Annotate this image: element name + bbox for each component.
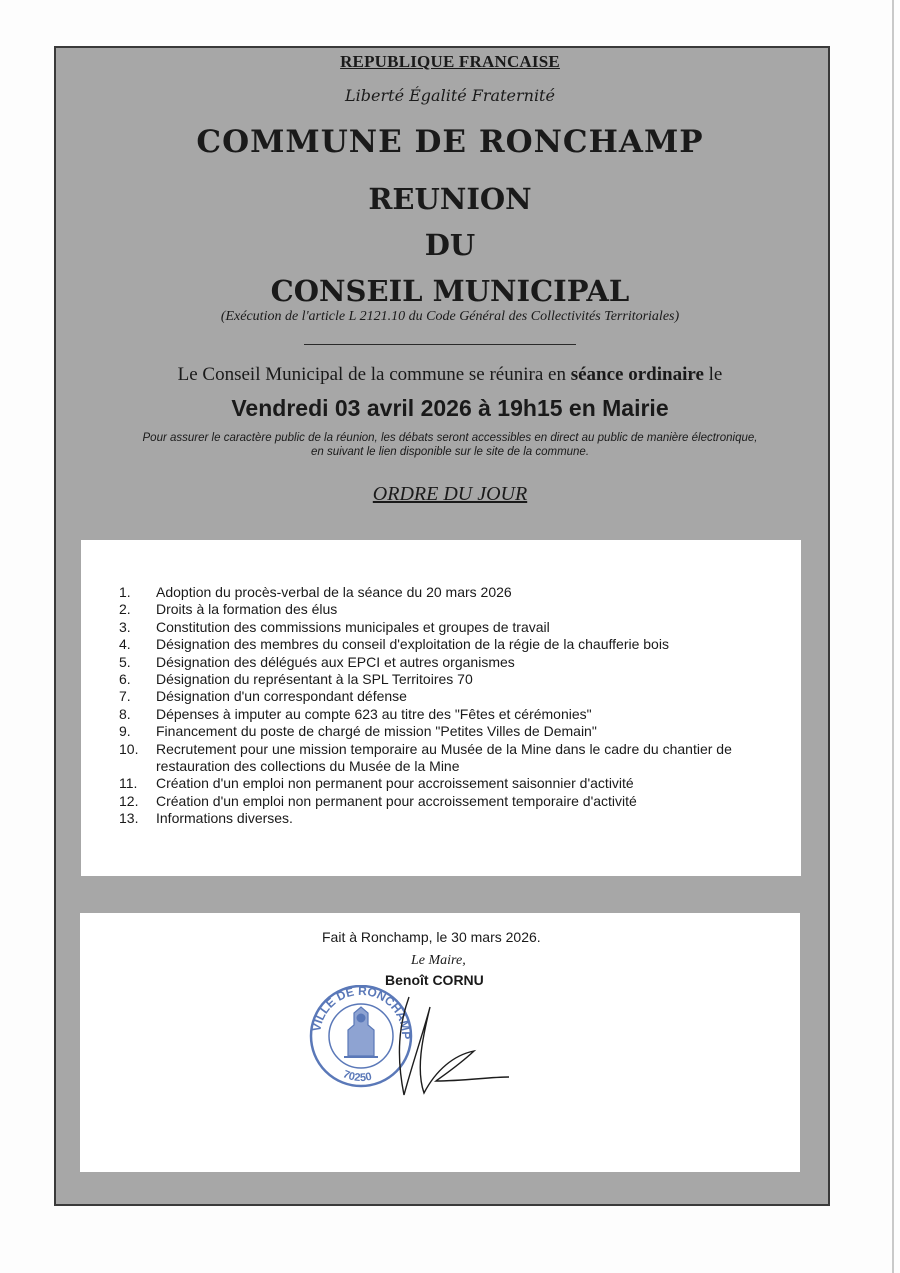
- note-line-1: Pour assurer le caractère public de la réunion, les débats seront accessibles en direct au public de manière électronique,: [142, 432, 758, 444]
- le-maire-label: Le Maire,: [411, 953, 466, 968]
- agenda-item: [119, 654, 796, 671]
- execution-note: (Exécution de l'article L 2121.10 du Code Général des Collectivités Territoriales): [220, 309, 680, 324]
- agenda-item-text: Création d'un emploi non permanent pour accroissement temporaire d'activité: [156, 792, 637, 809]
- agenda-item-number: 1.: [119, 584, 131, 600]
- agenda-item-text: Recrutement pour une mission temporaire au Musée de la Mine dans le cadre du chantier de restauration des collections du Musée de la Mine: [156, 740, 732, 775]
- agenda-item-number: 13.: [119, 810, 139, 827]
- agenda-item-text: Création d'un emploi non permanent pour accroissement saisonnier d'activité: [156, 775, 634, 792]
- agenda-item-number: 9.: [119, 723, 131, 740]
- agenda-item-text: Informations diverses.: [156, 810, 293, 827]
- convocation-intro: [0, 364, 900, 386]
- title-line-3: CONSEIL MUNICIPAL: [270, 274, 630, 308]
- agenda-item-number: 3.: [119, 618, 131, 635]
- agenda-item-number: 8.: [119, 705, 131, 722]
- agenda-item-number: 4.: [119, 636, 131, 653]
- agenda-item: [119, 723, 796, 740]
- handwritten-signature: [399, 997, 509, 1095]
- title-line-2: DU: [424, 228, 476, 262]
- agenda-item-text: Désignation du représentant à la SPL Territoires 70: [156, 671, 473, 688]
- seal-text-top: VILLE DE RONCHAMP: [309, 985, 414, 1040]
- agenda-item-text: Dépenses à imputer au compte 623 au titre des "Fêtes et cérémonies": [156, 705, 592, 722]
- agenda-item-text: Financement du poste de chargé de mission "Petites Villes de Demain": [156, 723, 597, 740]
- agenda-item: [119, 775, 796, 792]
- fait-a-line: Fait à Ronchamp, le 30 mars 2026.: [322, 929, 541, 945]
- seal-text-bottom: 70250: [341, 1068, 373, 1085]
- agenda-item-number: 5.: [119, 653, 131, 670]
- agenda-item-text: Désignation des membres du conseil d'exploitation de la régie de la chaufferie bois: [156, 636, 669, 653]
- agenda-list: [119, 584, 796, 828]
- agenda-item: [119, 793, 796, 810]
- republique-heading: REPUBLIQUE FRANCAISE: [340, 52, 560, 71]
- ordre-du-jour-title: ORDRE DU JOUR: [372, 483, 528, 505]
- agenda-item-number: 11.: [119, 775, 138, 792]
- agenda-item-text: Constitution des commissions municipales et groupes de travail: [156, 618, 550, 635]
- agenda-item: [119, 584, 796, 601]
- agenda-item: [119, 741, 796, 776]
- agenda-item: [119, 688, 796, 705]
- agenda-panel: [81, 540, 801, 876]
- agenda-item: [119, 810, 796, 827]
- agenda-item-number: 12.: [119, 792, 139, 809]
- agenda-item-number: 7.: [119, 688, 131, 705]
- commune-title: COMMUNE DE RONCHAMP: [196, 124, 704, 160]
- agenda-item: [119, 706, 796, 723]
- agenda-item-text: Adoption du procès-verbal de la séance du 20 mars 2026: [156, 584, 512, 600]
- intro-bold: séance ordinaire: [570, 364, 704, 385]
- intro-after: le: [703, 364, 723, 385]
- agenda-item: [119, 601, 796, 618]
- agenda-item-number: 2.: [119, 601, 131, 618]
- agenda-item-text: Droits à la formation des élus: [156, 601, 338, 618]
- note-line-2: en suivant le lien disponible sur le site de la commune.: [310, 446, 590, 458]
- devise: Liberté Égalité Fraternité: [345, 86, 555, 105]
- agenda-item-text: Désignation d'un correspondant défense: [156, 688, 407, 705]
- intro-before: Le Conseil Municipal de la commune se réunira en: [177, 364, 571, 385]
- agenda-item: [119, 619, 796, 636]
- agenda-item-number: 10.: [119, 740, 139, 757]
- meeting-date: Vendredi 03 avril 2026 à 19h15 en Mairie: [231, 395, 669, 421]
- agenda-item: [119, 671, 796, 688]
- signature-panel: [80, 913, 800, 1172]
- public-note: [0, 431, 900, 459]
- agenda-item-number: 6.: [119, 671, 131, 688]
- seal-and-signature: [304, 985, 564, 1115]
- mayor-name: Benoît CORNU: [385, 972, 484, 988]
- title-line-1: REUNION: [368, 182, 532, 216]
- divider: [304, 344, 576, 345]
- agenda-item-text: Désignation des délégués aux EPCI et autres organismes: [156, 653, 515, 670]
- agenda-item: [119, 636, 796, 653]
